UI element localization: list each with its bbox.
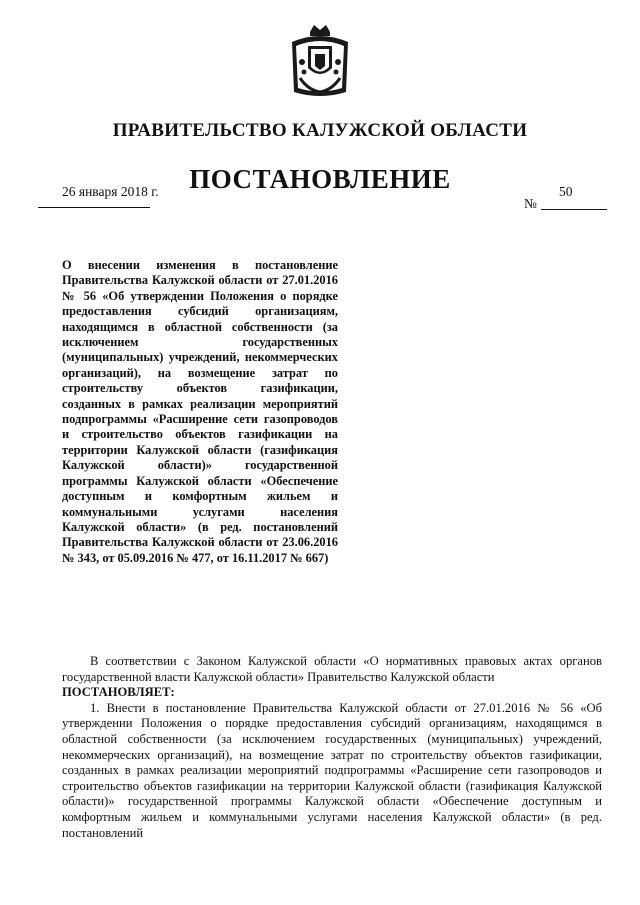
item-1-paragraph: 1. Внести в постановление Правительства Калужской области от 27.01.2016 № 56 «Об утверждении Положения о порядке предоставления субсидий организациям, находящимся в областной собственности (за исключением государственных (муниципальных) учреждений, некоммерческих организаций), на возмещение затрат по строительству объектов газификации, созданных в рамках реализации мероприятий подпрограммы «Расширение сети газопроводов и строительство объектов газификации на территории Калужской области (газификация Калужской области)» государственной программы Калужской области «Обеспечение доступным и комфортным жильем и коммунальными услугами населения Калужской области» (в ред. постановлений [62,700,602,840]
document-date: 26 января 2018 г. [62,184,159,199]
number-label: № [524,196,537,211]
document-subject [62,258,338,566]
document-body [62,654,602,841]
coat-of-arms-icon [288,22,352,100]
document-number: 50 [559,184,573,199]
number-underline [541,209,607,210]
decree-word: ПОСТАНОВЛЯЕТ: [62,685,175,700]
preamble-paragraph: В соответствии с Законом Калужской области «О нормативных правовых актах органов государственной власти Калужской области» Правительство Калужской области [62,654,602,684]
document-type: ПОСТАНОВЛЕНИЕ [189,164,451,194]
date-underline [38,207,150,208]
government-title: ПРАВИТЕЛЬСТВО КАЛУЖСКОЙ ОБЛАСТИ [112,120,528,141]
subject-text: О внесении изменения в постановление Правительства Калужской области от 27.01.2016 № 56 «Об утверждении Положения о порядке предоставления субсидий организациям, находящимся в областной собственности (за исключением государственных (муниципальных) учреждений, некоммерческих организаций), на возмещение затрат по строительству объектов газификации, созданных в рамках реализации мероприятий подпрограммы «Расширение сети газопроводов и строительство объектов газификации на территории Калужской области (газификация Калужской области)» государственной программы Калужской области «Обеспечение доступным и комфортным жильем и коммунальными услугами населения Калужской области» (в ред. постановлений Правительства Калужской области от 23.06.2016 № 343, от 05.09.2016 № 477, от 16.11.2017 № 667) [62,258,338,565]
